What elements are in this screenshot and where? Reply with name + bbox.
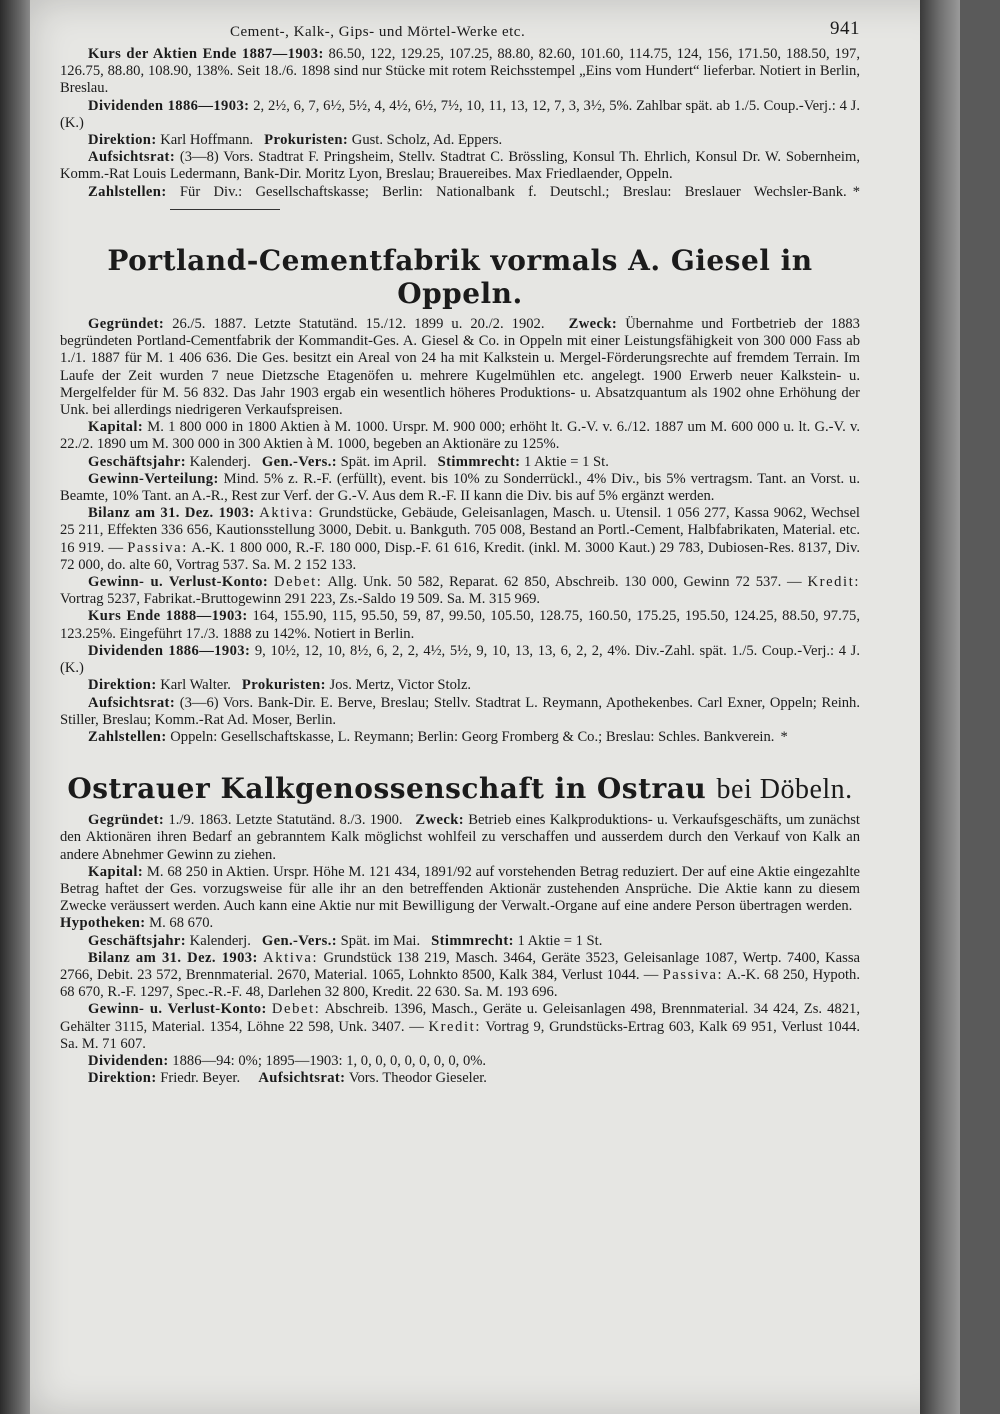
label-bilanz: Bilanz am 31. Dez. 1903: xyxy=(88,505,255,522)
text-aktiva: Grundstück 138 219, Masch. 3464, Geräte 3523, Geleisanlage 1087, Wertp. 7400, Kassa 2766, Debit. 23 572, Brennmaterial. 2670, Material. 1065, Lohnkto 8500, Kalk 384, Verlust 1044. — xyxy=(60,949,860,983)
label-gen-vers: Gen.-Vers.: xyxy=(261,453,338,470)
text-prokuristen: Jos. Mertz, Victor Stolz. xyxy=(329,677,472,694)
label-direktion: Direktion: xyxy=(88,132,157,149)
label-kapital: Kapital: xyxy=(88,863,144,880)
text-zweck: Übernahme und Fortbetrieb der 1883 begründeten Portland-Cementfabrik der Kommandit-Ges. A. Giesel & Co. in Oppeln mit einer Leistungsfähigkeit von 300 000 Fass ab 1./1. 1887 für M. 1 406 636. Die Ges. besitzt ein Areal von 24 ha mit Kalkstein u. Mergel-Förderungsrechte auf fremdem Terrain. Im Laufe der Zeit wurden 7 neue Dietzsche Etagenöfen u. mehrere Kugelmühlen etc. angelegt. 1900 Erwerb neuer Kalkstein- u. Mergelfelder für M. 56 832. Das Jahr 1903 ergab ein wesentlich höheres Produktions- u. Absatzquantum als 1902 ohne Erhöhung der Unk. bei allerdings niedrigeren Verkaufspreisen. xyxy=(60,316,860,419)
entry-previous-continuation xyxy=(60,46,860,218)
paragraph-bilanz xyxy=(60,950,860,1002)
label-aktiva: Aktiva: xyxy=(259,505,315,522)
text-aktiva: Grundstücke, Gebäude, Geleisanlagen, Masch. u. Utensil. 1 056 277, Kassa 9062, Wechsel 25 211, Effekten 336 656, Kautionsstellung 3000, Debit. u. Bankguth. 705 008, Bestand an Portl.-Cement, Halbfabrikaten, Material. etc. 16 919. — xyxy=(60,505,860,556)
text-geschaeftsjahr: Kalenderj. xyxy=(189,932,251,949)
text-direktion: Karl Hoffmann. xyxy=(160,132,254,149)
paragraph-aufsichtsrat xyxy=(60,695,860,729)
label-debet: Debet: xyxy=(271,1001,321,1018)
text-gen-vers: Spät. im April. xyxy=(340,453,427,470)
paragraph-gegruendet xyxy=(60,812,860,864)
label-direktion: Direktion: xyxy=(88,1070,157,1087)
label-gegruendet: Gegründet: xyxy=(88,316,165,333)
page-edge-shadow xyxy=(920,0,960,1414)
label-prokuristen: Prokuristen: xyxy=(241,677,326,694)
paragraph-zahlstellen xyxy=(60,184,860,218)
label-kapital: Kapital: xyxy=(88,419,144,436)
text-geschaeftsjahr: Kalenderj. xyxy=(189,453,251,470)
label-dividenden: Dividenden 1886—1903: xyxy=(88,642,251,659)
text-debet: Allg. Unk. 50 582, Reparat. 62 850, Abschreib. 130 000, Gewinn 72 537. — xyxy=(327,574,802,591)
text-dividenden: 2, 2½, 6, 7, 6½, 5½, 4, 4½, 6½, 7½, 10, 11, 13, 12, 7, 3, 3½, 5%. Zahlbar spät. ab 1./5. Coup.-Verj.: 4 J. (K.) xyxy=(60,97,860,131)
text-stimmrecht: 1 Aktie = 1 St. xyxy=(523,453,609,470)
text-kurs: 164, 155.90, 115, 95.50, 59, 87, 99.50, 105.50, 128.75, 160.50, 175.25, 195.50, 124.25, 88.50, 97.75, 123.25%. Eingeführt 17./3. 1888 zu 142%. Notiert in Berlin. xyxy=(60,608,860,642)
paragraph-gewinn-verteilung xyxy=(60,471,860,505)
paragraph-kapital xyxy=(60,864,860,933)
text-passiva: A.-K. 1 800 000, R.-F. 180 000, Disp.-F. 61 616, Kredit. (inkl. M. 3000 Kaut.) 29 783, Dubiosen-Res. 8137, Div. 72 000, do. alte 60, Vortrag 537. Sa. M. 2 152 133. xyxy=(60,539,860,573)
entry-end-star: * xyxy=(852,183,860,200)
paragraph-guv xyxy=(60,574,860,608)
label-passiva: Passiva: xyxy=(127,539,188,556)
text-gen-vers: Spät. im Mai. xyxy=(340,932,421,949)
label-direktion: Direktion: xyxy=(88,677,157,694)
text-prokuristen: Gust. Scholz, Ad. Eppers. xyxy=(351,132,503,149)
paragraph-dividenden xyxy=(60,643,860,677)
label-aufsichtsrat: Aufsichtsrat: xyxy=(258,1070,346,1087)
paragraph-zahlstellen xyxy=(60,729,860,746)
label-bilanz: Bilanz am 31. Dez. 1903: xyxy=(88,949,258,966)
paragraph-gegruendet xyxy=(60,316,860,419)
label-gewinn-verteilung: Gewinn-Verteilung: xyxy=(88,470,219,487)
separator-rule xyxy=(170,209,280,210)
text-zahlstellen: Oppeln: Gesellschaftskasse, L. Reymann; Berlin: Georg Fromberg & Co.; Breslau: Schles. Bankverein. xyxy=(170,728,775,745)
label-guv: Gewinn- u. Verlust-Konto: xyxy=(88,1001,267,1018)
paragraph-bilanz xyxy=(60,505,860,574)
book-page xyxy=(30,0,960,1414)
label-aktiva: Aktiva: xyxy=(263,949,319,966)
page-number: 941 xyxy=(830,18,860,39)
text-debet: Abschreib. 1396, Masch., Geräte u. Geleisanlagen 498, Brennmaterial. 34 424, Zs. 4821, Gehälter 3115, Material. 1354, Löhne 22 598, Unk. 3407. — xyxy=(60,1001,860,1035)
paragraph-geschaeftsjahr xyxy=(60,454,860,471)
heading-giesel: Portland-Cementfabrik vormals A. Giesel in Oppeln. xyxy=(107,244,813,311)
running-head-title: Cement-, Kalk-, Gips- und Mörtel-Werke etc. xyxy=(230,24,526,40)
entry-end-star: * xyxy=(780,728,788,745)
text-aufsichtsrat: (3—8) Vors. Stadtrat F. Pringsheim, Stellv. Stadtrat C. Brössling, Konsul Th. Ehrlich, Konsul Dr. W. Sobernheim, Komm.-Rat Louis Ledermann, Bank-Dir. Moritz Lyon, Breslau; Brauereibes. Max Friedlaender, Oppeln. xyxy=(60,149,860,183)
paragraph-direktion xyxy=(60,132,860,149)
text-aufsichtsrat: Vors. Theodor Gieseler. xyxy=(348,1070,487,1087)
heading-ostrau-light: bei Döbeln. xyxy=(716,774,853,806)
label-stimmrecht: Stimmrecht: xyxy=(437,453,521,470)
entry-ostrau xyxy=(60,812,860,1087)
label-debet: Debet: xyxy=(273,574,323,591)
label-gen-vers: Gen.-Vers.: xyxy=(261,932,338,949)
paragraph-aufsichtsrat xyxy=(60,149,860,183)
paragraph-kurs xyxy=(60,46,860,98)
text-kapital: M. 68 250 in Aktien. Urspr. Höhe M. 121 434, 1891/92 auf vorstehenden Betrag reduziert. Der auf eine Aktie eingezahlte Betrag haftet der Ges. vorzugsweise für alle ihr an den betreffenden Aktionär zustehenden Ansprüche. Die Aktie kann zu diesem Zwecke veräussert werden. Auch kann eine Aktie nur mit Bewilligung der Verwalt.-Organe auf eine andere Person übertragen werden. xyxy=(60,863,860,915)
label-dividenden: Dividenden: xyxy=(88,1052,169,1069)
paragraph-direktion xyxy=(60,1070,860,1087)
text-stimmrecht: 1 Aktie = 1 St. xyxy=(517,932,603,949)
paragraph-dividenden xyxy=(60,1053,860,1070)
label-gegruendet: Gegründet: xyxy=(88,812,165,829)
paragraph-kapital xyxy=(60,419,860,453)
paragraph-geschaeftsjahr xyxy=(60,933,860,950)
paragraph-direktion xyxy=(60,677,860,694)
label-guv: Gewinn- u. Verlust-Konto: xyxy=(88,574,269,591)
label-zweck: Zweck: xyxy=(415,812,464,829)
label-dividenden: Dividenden 1886—1903: xyxy=(88,97,250,114)
label-kurs: Kurs Ende 1888—1903: xyxy=(88,608,248,625)
label-kurs: Kurs der Aktien Ende 1887—1903: xyxy=(88,46,324,62)
label-kredit: Kredit: xyxy=(807,574,861,591)
text-direktion: Friedr. Beyer. xyxy=(160,1070,241,1087)
text-aufsichtsrat: (3—6) Vors. Bank-Dir. E. Berve, Breslau; Stellv. Stadtrat L. Reymann, Apothekenbes. Carl Exner, Oppeln; Reinh. Stiller, Breslau; Komm.-Rat Ad. Moser, Berlin. xyxy=(60,694,860,728)
paragraph-dividenden xyxy=(60,98,860,132)
text-kredit: Vortrag 9, Grundstücks-Ertrag 603, Kalk 69 951, Verlust 1044. Sa. M. 71 607. xyxy=(60,1018,860,1052)
label-stimmrecht: Stimmrecht: xyxy=(431,932,514,949)
label-aufsichtsrat: Aufsichtsrat: xyxy=(88,149,176,166)
page-content xyxy=(60,12,860,1087)
label-geschaeftsjahr: Geschäftsjahr: xyxy=(88,932,187,949)
text-dividenden: 1886—94: 0%; 1895—1903: 1, 0, 0, 0, 0, 0, 0, 0, 0%. xyxy=(172,1052,487,1069)
text-kapital: M. 1 800 000 in 1800 Aktien à M. 1000. Urspr. M. 900 000; erhöht lt. G.-V. v. 6./12. 1887 um M. 600 000 u. lt. G.-V. v. 22./2. 1890 um M. 300 000 in 300 Aktien à M. 1000, begeben an Aktionäre zu 125%. xyxy=(60,419,860,453)
text-kurs: 86.50, 122, 129.25, 107.25, 88.80, 82.60, 101.60, 114.75, 124, 156, 171.50, 188.50, 197, 126.75, 88.80, 108.90, 138%. Seit 18./6. 1898 sind nur Stücke mit rotem Reichsstempel „Eins vom Hundert“ lieferbar. Notiert in Berlin, Breslau. xyxy=(60,46,860,97)
label-geschaeftsjahr: Geschäftsjahr: xyxy=(88,453,187,470)
label-passiva: Passiva: xyxy=(662,966,724,983)
label-zahlstellen: Zahlstellen: xyxy=(88,183,167,200)
entry-giesel xyxy=(60,316,860,746)
label-hypotheken: Hypotheken: xyxy=(60,915,146,932)
text-gegruendet: 26./5. 1887. Letzte Statutänd. 15./12. 1899 u. 20./2. 1902. xyxy=(172,316,545,333)
label-zahlstellen: Zahlstellen: xyxy=(88,728,167,745)
label-prokuristen: Prokuristen: xyxy=(264,132,349,149)
paragraph-kurs xyxy=(60,608,860,642)
text-direktion: Karl Walter. xyxy=(160,677,231,694)
running-head xyxy=(60,12,860,46)
label-kredit: Kredit: xyxy=(428,1018,481,1035)
text-passiva: A.-K. 68 250, Hypoth. 68 670, R.-F. 1297, Spec.-R.-F. 48, Darlehen 32 800, Kredit. 22 630. Sa. M. 193 696. xyxy=(60,966,860,1001)
label-zweck: Zweck: xyxy=(568,316,618,333)
text-zweck: Betrieb eines Kalkproduktions- u. Verkaufsgeschäfts, um zunächst den Aktionären ihren Bedarf an gebranntem Kalk möglichst wohlfeil zu verschaffen und ausserdem durch den Verkauf von Kalk an andere Abnehmer Gewinn zu ziehen. xyxy=(60,812,860,863)
text-gewinn-verteilung: Mind. 5% z. R.-F. (erfüllt), event. bis 10% zu Sonderrückl., 4% Div., bis 5% vertragsm. Tant. an Vorst. u. Beamte, 10% Tant. an A.-R., Rest zur Verf. der G.-V. Aus dem R.-F. II kann die Div. bis auf 5% ergänzt werden. xyxy=(60,470,860,505)
label-aufsichtsrat: Aufsichtsrat: xyxy=(88,694,176,711)
text-gegruendet: 1./9. 1863. Letzte Statutänd. 8./3. 1900. xyxy=(168,812,403,829)
text-zahlstellen: Für Div.: Gesellschaftskasse; Berlin: Nationalbank f. Deutschl.; Breslau: Breslauer Wechsler-Bank. xyxy=(179,183,847,200)
heading-ostrau-bold: Ostrauer Kalkgenossenschaft in Ostrau xyxy=(67,772,707,806)
text-dividenden: 9, 10½, 12, 10, 8½, 6, 2, 2, 4½, 5½, 9, 10, 13, 13, 6, 2, 2, 4%. Div.-Zahl. spät. 1./5. Coup.-Verj.: 4 J. (K.) xyxy=(60,642,860,677)
paragraph-guv xyxy=(60,1001,860,1053)
book-spine-shadow xyxy=(0,0,30,1414)
text-kredit: Vortrag 5237, Fabrikat.-Bruttogewinn 291 223, Zs.-Saldo 19 509. Sa. M. 315 969. xyxy=(60,591,541,608)
heading-ostrau xyxy=(60,772,860,806)
text-hypotheken: M. 68 670. xyxy=(149,915,214,932)
